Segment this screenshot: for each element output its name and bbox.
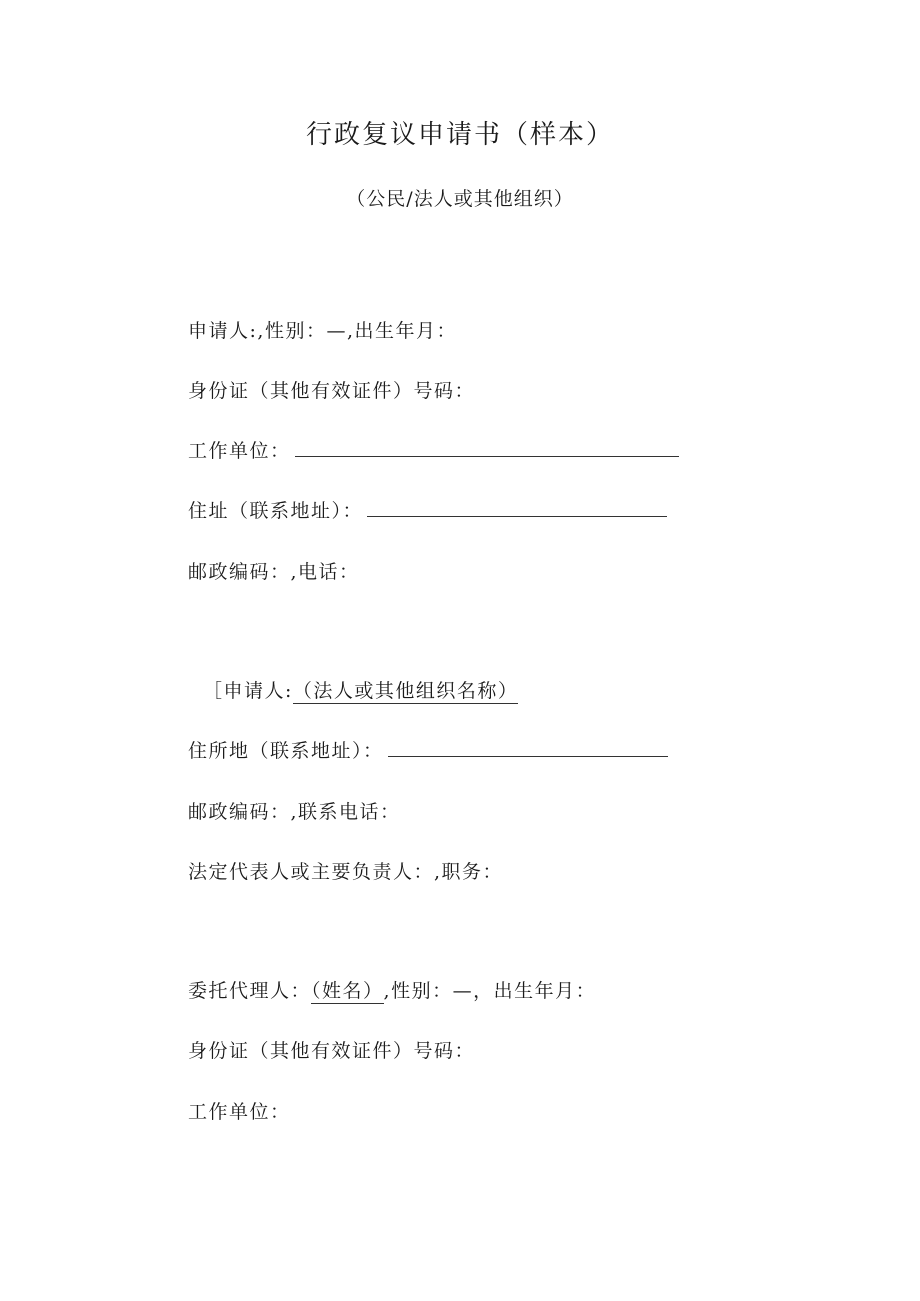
citizen-applicant-line xyxy=(188,317,457,345)
citizen-postal-phone-text: 邮政编码：,电话： xyxy=(188,561,360,583)
agent-id-line xyxy=(188,1037,475,1065)
org-address-line xyxy=(188,737,668,765)
document-title: 行政复议申请书（样本） xyxy=(305,120,614,150)
citizen-workplace-blank[interactable] xyxy=(295,438,679,457)
citizen-id-text: 身份证（其他有效证件）号码： xyxy=(188,380,476,402)
document-subtitle: （公民/法人或其他组织） xyxy=(346,188,574,210)
citizen-id-line xyxy=(188,377,475,405)
agent-name: （姓名） xyxy=(311,980,384,1002)
org-bracket: ［ xyxy=(203,680,224,702)
citizen-workplace-line xyxy=(188,437,679,465)
citizen-address-blank[interactable] xyxy=(367,498,667,517)
agent-id-text: 身份证（其他有效证件）号码： xyxy=(188,1040,476,1062)
citizen-address-label: 住址（联系地址）： xyxy=(188,500,364,522)
citizen-workplace-label: 工作单位： xyxy=(188,440,291,462)
org-applicant-label: 申请人: xyxy=(223,680,293,702)
agent-label: 委托代理人： xyxy=(188,980,312,1002)
citizen-postal-phone-line xyxy=(188,558,360,586)
agent-workplace-line xyxy=(188,1098,291,1126)
org-address-blank[interactable] xyxy=(388,738,668,757)
agent-line xyxy=(188,977,596,1005)
citizen-applicant-text: 申请人:,性别：—,出生年月： xyxy=(188,320,457,342)
org-legal-rep-line xyxy=(188,858,503,886)
org-applicant-line xyxy=(203,677,518,705)
org-postal-phone-line xyxy=(188,798,401,826)
citizen-address-line xyxy=(188,497,667,525)
org-legal-rep-text: 法定代表人或主要负责人：,职务： xyxy=(188,861,504,883)
org-postal-phone-text: 邮政编码：,联系电话： xyxy=(188,801,401,823)
agent-rest: ,性别：—，出生年月： xyxy=(383,980,597,1002)
org-applicant-value: （法人或其他组织名称） xyxy=(292,680,519,702)
agent-workplace-label: 工作单位： xyxy=(188,1101,291,1123)
org-address-label: 住所地（联系地址）： xyxy=(188,740,384,762)
